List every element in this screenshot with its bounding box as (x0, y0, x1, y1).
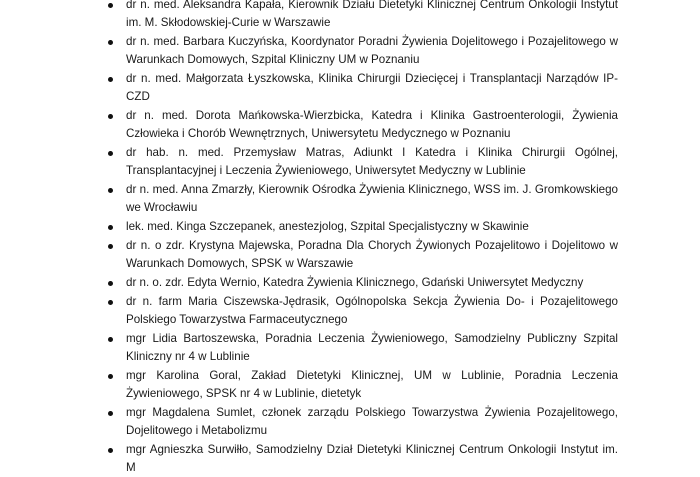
bullet-icon (108, 151, 113, 156)
bullet-icon (108, 374, 113, 379)
bullet-icon (108, 300, 113, 305)
list-item-text: dr n. o. zdr. Edyta Wernio, Katedra Żywienia Klinicznego, Gdański Uniwersytet Medyczny (126, 276, 584, 289)
list-item-text: dr n. med. Anna Zmarzły, Kierownik Ośrodka Żywienia Klinicznego, WSS im. J. Gromkowskiego we Wrocławiu (126, 183, 618, 214)
bullet-icon (108, 411, 113, 416)
list-item-text: mgr Lidia Bartoszewska, Poradnia Leczenia Żywieniowego, Samodzielny Publiczny Szpital Kliniczny nr 4 w Lublinie (126, 332, 618, 363)
bullet-icon (108, 281, 113, 286)
list-item-text: dr n. med. Małgorzata Łyszkowska, Klinika Chirurgii Dziecięcej i Transplantacji Narządów IP-CZD (126, 72, 618, 103)
bullet-icon (108, 77, 113, 82)
list-item-text: dr n. med. Barbara Kuczyńska, Koordynator Poradni Żywienia Dojelitowego i Pozajelitowego w Warunkach Domowych, Szpital Kliniczny UM w Poznaniu (126, 35, 618, 66)
bullet-icon (108, 225, 113, 230)
expert-list (108, 0, 618, 474)
list-item (108, 330, 618, 366)
bullet-icon (108, 40, 113, 45)
list-item (108, 70, 618, 106)
list-item (108, 144, 618, 180)
list-item (108, 181, 618, 217)
list-item (108, 107, 618, 143)
bullet-icon (108, 3, 113, 8)
list-item (108, 218, 618, 236)
list-item-text: mgr Agnieszka Surwiłło, Samodzielny Dział Dietetyki Klinicznej Centrum Onkologii Instytut im. M (126, 443, 618, 474)
list-item-text: dr n. o zdr. Krystyna Majewska, Poradna Dla Chorych Żywionych Pozajelitowo i Dojelitowo w Warunkach Domowych, SPSK w Warszawie (126, 239, 618, 270)
list-item (108, 293, 618, 329)
list-item (108, 441, 618, 474)
bullet-icon (108, 448, 113, 453)
list-item (108, 274, 618, 292)
list-item (108, 404, 618, 440)
list-item-text: dr n. med. Aleksandra Kapała, Kierownik Działu Dietetyki Klinicznej Centrum Onkologii Instytut im. M. Skłodowskiej-Curie w Warszawie (126, 0, 618, 29)
list-item-text: dr hab. n. med. Przemysław Matras, Adiunkt I Katedra i Klinika Chirurgii Ogólnej, Transplantacyjnej i Leczenia Żywieniowego, Uniwersytet Medyczny w Lublinie (126, 146, 618, 177)
bullet-icon (108, 188, 113, 193)
list-item-text: dr n. farm Maria Ciszewska-Jędrasik, Ogólnopolska Sekcja Żywienia Do- i Pozajelitowego Polskiego Towarzystwa Farmaceutycznego (126, 295, 618, 326)
bullet-icon (108, 114, 113, 119)
list-item-text: mgr Karolina Goral, Zakład Dietetyki Klinicznej, UM w Lublinie, Poradnia Leczenia Żywieniowego, SPSK nr 4 w Lublinie, dietetyk (126, 369, 618, 400)
bullet-icon (108, 337, 113, 342)
list-item-text: lek. med. Kinga Szczepanek, anestezjolog, Szpital Specjalistyczny w Skawinie (126, 220, 529, 233)
list-item (108, 0, 618, 32)
list-item (108, 237, 618, 273)
list-item (108, 33, 618, 69)
list-item-text: mgr Magdalena Sumlet, członek zarządu Polskiego Towarzystwa Żywienia Pozajelitowego, Dojelitowego i Metabolizmu (126, 406, 618, 437)
bullet-icon (108, 244, 113, 249)
list-item-text: dr n. med. Dorota Mańkowska-Wierzbicka, Katedra i Klinika Gastroenterologii, Żywienia Człowieka i Chorób Wewnętrznych, Uniwersytetu Medycznego w Poznaniu (126, 109, 618, 140)
list-item (108, 367, 618, 403)
